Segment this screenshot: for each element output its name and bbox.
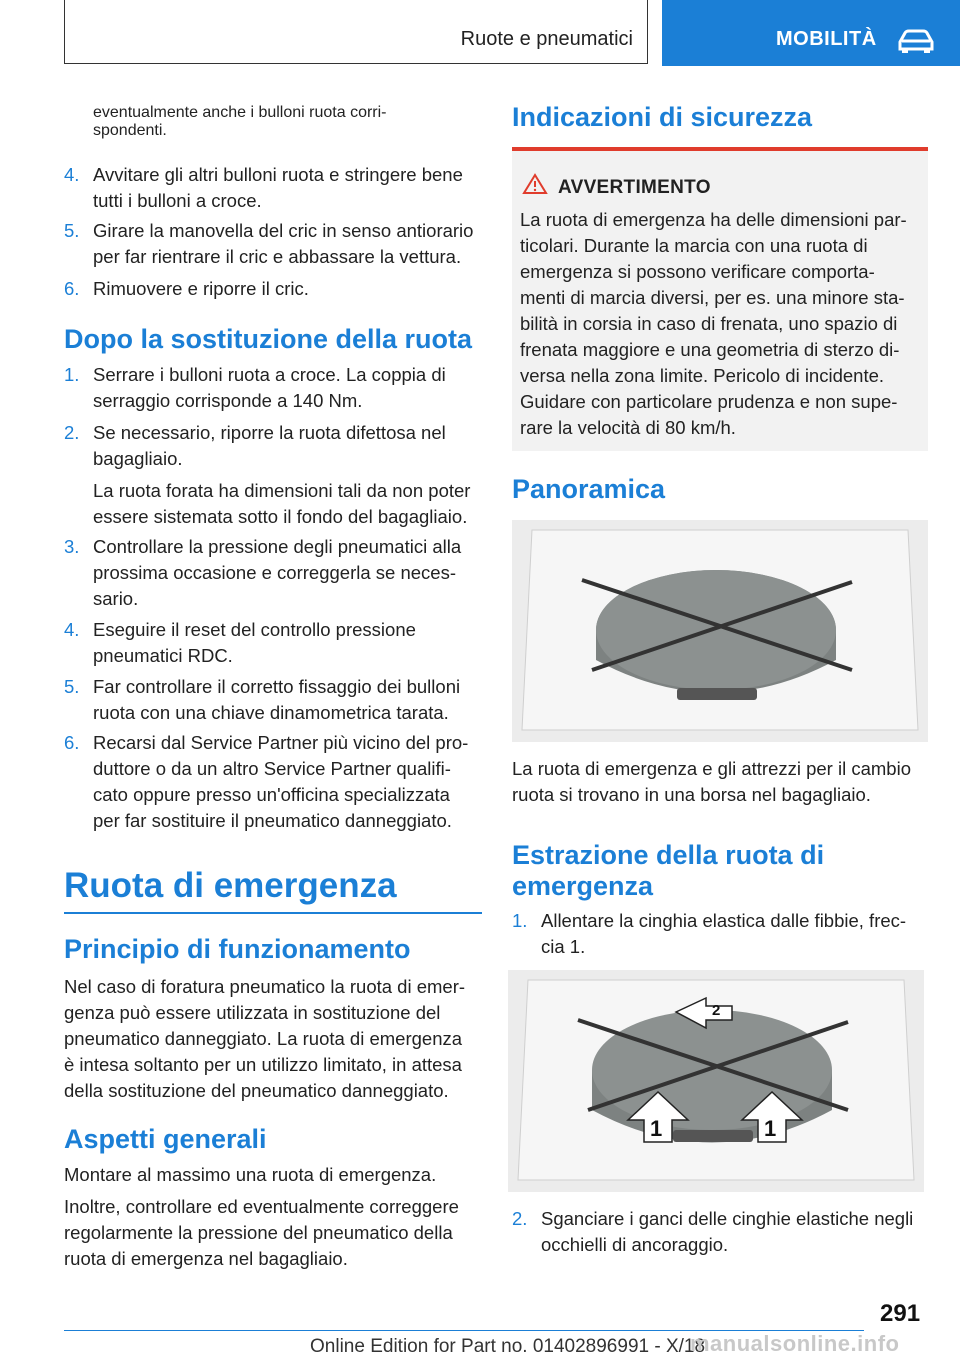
step-text: Controllare la pressione degli pneumatici alla prossima occasione e correggerla se neces- sario.	[93, 536, 462, 609]
heading-extract: Estrazione della ruota di emergenza	[512, 840, 825, 901]
heading-principle: Principio di funzionamento	[64, 934, 411, 964]
arrow-label: 1	[764, 1116, 777, 1141]
step-text: Sganciare i ganci delle cinghie elastiche negli occhielli di ancoraggio.	[541, 1208, 914, 1255]
arrow-label: 2	[712, 1002, 721, 1019]
watermark: manualsonline.info	[690, 1331, 900, 1356]
step-text: Eseguire il reset del controllo pressione pneumatici RDC.	[93, 619, 416, 666]
warning-title: AVVERTIMENTO	[558, 177, 711, 198]
general-text-2: Inoltre, controllare ed eventualmente correggere regolarmente la pressione del pneumatico della ruota di emergenza nel bagagliaio.	[64, 1196, 459, 1269]
warning-triangle-icon	[522, 173, 548, 195]
step-text: Serrare i bulloni ruota a croce. La coppia di serraggio corrisponde a 140 Nm.	[93, 364, 446, 411]
step-number: 4.	[64, 619, 80, 640]
step-text: Se necessario, riporre la ruota difettosa nel bagagliaio.	[93, 422, 446, 469]
step-text: Rimuovere e riporre il cric.	[93, 278, 309, 299]
page-heading: Ruota di emergenza	[64, 866, 397, 905]
principle-text: Nel caso di foratura pneumatico la ruota di emer- genza può essere utilizzata in sostituzione del pneumatico danneggiato. La ruota di emergenza è intesa soltanto per un utilizzo limitato, in attesa della sostituzione del pneumatico danneggiato.	[64, 976, 466, 1101]
arrow-label: 1	[650, 1116, 663, 1141]
heading-safety: Indicazioni di sicurezza	[512, 102, 813, 132]
heading-overview: Panoramica	[512, 474, 666, 504]
step-number: 4.	[64, 164, 80, 185]
header-section-title: Ruote e pneumatici	[460, 28, 633, 50]
step-number: 3.	[64, 536, 80, 557]
step-number: 2.	[512, 1208, 528, 1229]
step-number: 2.	[64, 422, 80, 443]
step-text: Avvitare gli altri bulloni ruota e stringere bene tutti i bulloni a croce.	[93, 164, 463, 211]
footer-edition: Online Edition for Part no. 01402896991 - X/18	[310, 1336, 706, 1357]
header-chapter-tab	[662, 0, 960, 66]
header-chapter-title: MOBILITÀ	[776, 28, 877, 50]
step-text: Allentare la cinghia elastica dalle fibbie, frec- cia 1.	[541, 910, 907, 957]
heading-general: Aspetti generali	[64, 1124, 267, 1154]
step-number: 6.	[64, 278, 80, 299]
warning-text: La ruota di emergenza ha delle dimensioni par- ticolari. Durante la marcia con una ruota di emergenza si possono verificare comporta- menti di marcia diversi, per es. una minore sta- bilità in corsia in caso di frenata, uno spazio di frenata maggiore e una geometria di sterzo di- versa nella zona limite. Pericolo di incidente. Guidare con particolare prudenza e non supe- rare la velocità di 80 km/h.	[520, 209, 907, 438]
step-text: Recarsi dal Service Partner più vicino del pro- duttore o da un altro Service Partner qualifi- cato oppure presso un'officina specializzata per far sostituire il pneumatico danneggiato.	[93, 732, 469, 831]
step-number: 1.	[512, 910, 528, 931]
page-number: 291	[880, 1300, 921, 1327]
heading-rule	[64, 912, 482, 914]
warning-box	[512, 147, 928, 451]
heading-after-change: Dopo la sostituzione della ruota	[64, 324, 473, 354]
car-icon	[896, 28, 936, 54]
general-text-1: Montare al massimo una ruota di emergenza.	[64, 1164, 437, 1185]
overview-caption: La ruota di emergenza e gli attrezzi per il cambio ruota si trovano in una borsa nel bagagliaio.	[512, 758, 911, 805]
continued-step-text: eventualmente anche i bulloni ruota corri- spondenti.	[93, 104, 387, 139]
step-number: 6.	[64, 732, 80, 753]
step-text: Girare la manovella del cric in senso antiorario per far rientrare il cric e abbassare la vettura.	[93, 220, 474, 267]
trunk-photo-overview	[512, 520, 928, 742]
header-section-box	[64, 0, 648, 64]
step-number: 5.	[64, 676, 80, 697]
step-number: 5.	[64, 220, 80, 241]
step-text: Far controllare il corretto fissaggio dei bulloni ruota con una chiave dinamometrica tarata.	[93, 676, 461, 723]
trunk-photo-extract	[508, 970, 924, 1192]
step-note: La ruota forata ha dimensioni tali da non poter essere sistemata sotto il fondo del bagagliaio.	[93, 480, 471, 527]
step-number: 1.	[64, 364, 80, 385]
